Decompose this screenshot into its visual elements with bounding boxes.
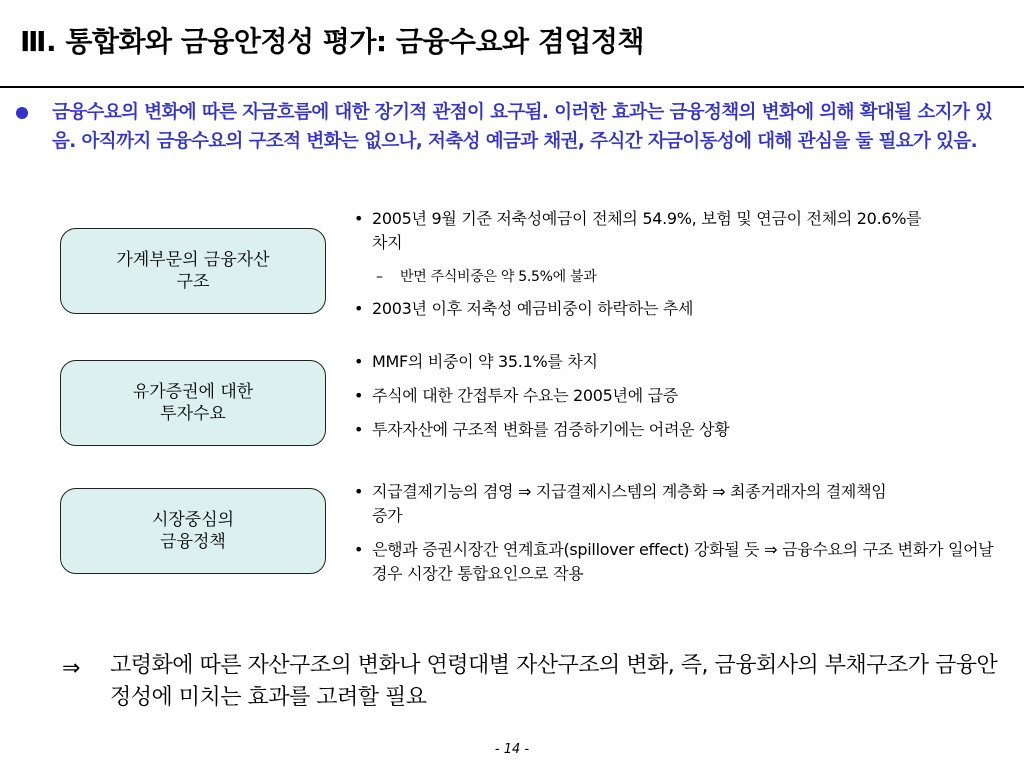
list-item-text: MMF의 비중이 약 35.1%를 차지: [372, 352, 598, 371]
bullet-marker: •: [354, 482, 364, 501]
list-item: [352, 350, 1012, 374]
group-securities-demand: [352, 350, 1012, 452]
list-item-text: 2003년 이후 저축성 예금비중이 하락하는 추세: [372, 299, 694, 318]
list-item: [352, 538, 1012, 586]
box-label-line1: 가계부문의 금융자산: [116, 250, 270, 270]
main-bullet-text: 금융수요의 변화에 따른 자금흐름에 대한 장기적 관점이 요구됨. 이러한 효과는 금융정책의 변화에 의해 확대될 소지가 있음. 아직까지 금융수요의 구조적 변화는 없으나, 저축성 예금과 채권, 주식간 자금이동성에 대해 관심을 둘 필요가 있음.: [52, 102, 993, 152]
sub-list-item-text: 반면 주식비중은 약 5.5%에 불과: [400, 269, 597, 285]
implies-arrow-icon: ⇒: [62, 656, 81, 681]
list-item: [352, 297, 1012, 321]
dash-marker: –: [376, 269, 383, 285]
list-item-text: 주식에 대한 간접투자 수요는 2005년에 급증: [372, 386, 678, 405]
box-label-line2: 투자수요: [160, 404, 226, 424]
title-divider: [0, 86, 1024, 88]
bullet-marker: •: [354, 299, 364, 318]
box-label-line1: 시장중심의: [151, 510, 235, 530]
box-market-policy: [60, 488, 326, 574]
box-label-line2: 금융정책: [160, 532, 226, 552]
bullet-marker: •: [354, 352, 364, 371]
list-item: [352, 384, 1012, 408]
box-securities-demand: [60, 360, 326, 446]
bullet-marker: •: [354, 386, 364, 405]
main-bullet-dot: [16, 107, 28, 119]
list-item-text: 투자자산에 구조적 변화를 검증하기에는 어려운 상황: [372, 420, 730, 439]
list-item-text: 지급결제기능의 겸영 ⇒ 지급결제시스템의 계층화 ⇒ 최종거래자의 결제책임 증가: [372, 482, 887, 525]
list-item: [352, 207, 1012, 255]
bullet-marker: •: [354, 420, 364, 439]
list-item-text: 은행과 증권시장간 연계효과(spillover effect) 강화될 듯 ⇒ 금융수요의 구조 변화가 일어날 경우 시장간 통합요인으로 작용: [372, 540, 994, 583]
list-item: [352, 480, 1012, 528]
group-market-policy: [352, 480, 1012, 596]
bullet-marker: •: [354, 209, 364, 228]
box-household-assets: [60, 228, 326, 314]
list-item-text: 2005년 9월 기준 저축성예금이 전체의 54.9%, 보험 및 연금이 전체의 20.6%를 차지: [372, 209, 922, 252]
bullet-marker: •: [354, 540, 364, 559]
slide-title: Ⅲ. 통합화와 금융안정성 평가: 금융수요와 겸업정책: [20, 25, 645, 58]
list-item: [352, 418, 1012, 442]
box-label-line1: 유가증권에 대한: [132, 382, 254, 402]
box-label-line2: 구조: [176, 272, 210, 292]
page-number: - 14 -: [494, 742, 530, 757]
group-household-assets: [352, 207, 1012, 331]
conclusion-text: 고령화에 따른 자산구조의 변화나 연령대별 자산구조의 변화, 즉, 금융회사의 부채구조가 금융안정성에 미치는 효과를 고려할 필요: [110, 653, 998, 710]
sub-list-item: [352, 265, 1012, 289]
